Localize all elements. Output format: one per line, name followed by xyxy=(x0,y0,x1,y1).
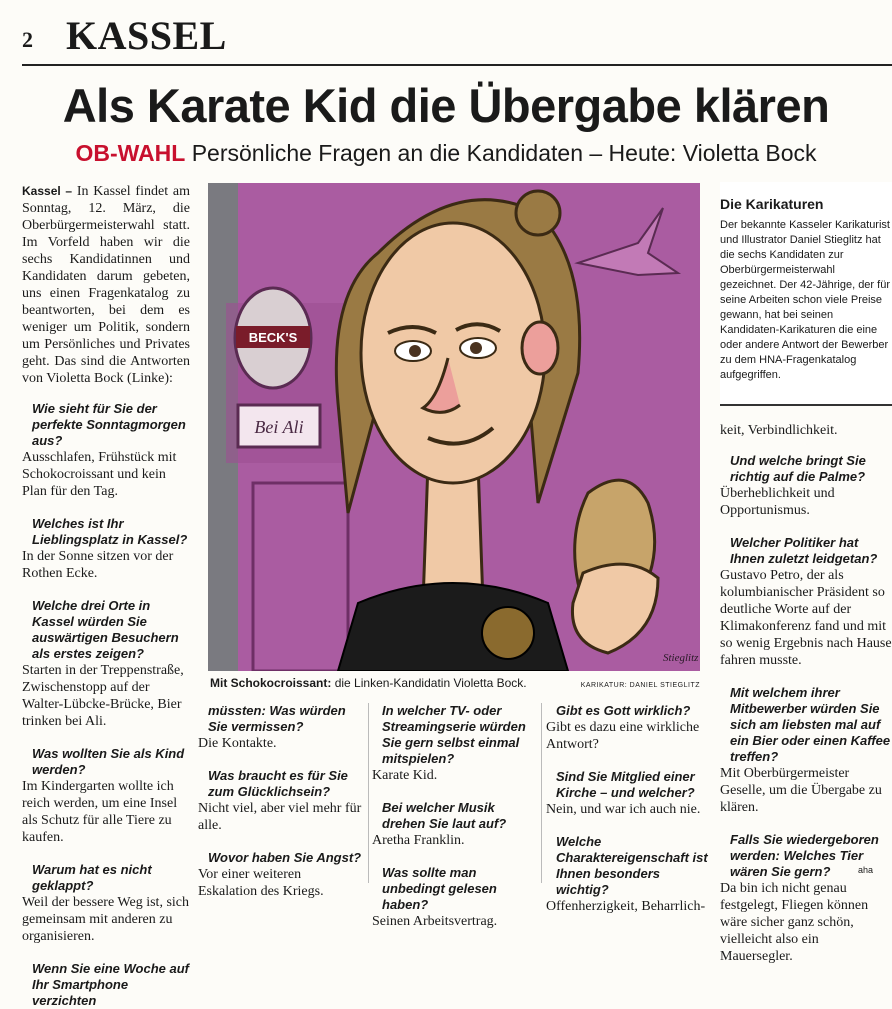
qa-list-col2 xyxy=(198,703,363,900)
masthead-rule xyxy=(22,64,892,66)
dateline: Kassel – xyxy=(22,184,73,198)
continued-text: keit, Verbindlichkeit. xyxy=(720,423,838,438)
question: Mit welchem ihrer Mitbewerber würden Sie sich am liebsten mal auf ein Bier oder einen Kaffee treffen? xyxy=(730,685,891,764)
caption-bold: Mit Schokocroissant: xyxy=(210,676,332,690)
question: Warum hat es nicht geklappt? xyxy=(32,862,152,893)
answer: Nicht viel, aber viel mehr für alle. xyxy=(198,801,362,833)
answer: Die Kontakte. xyxy=(198,736,277,751)
answer: Überheblichkeit und Opportunismus. xyxy=(720,486,835,518)
question: Wovor haben Sie Angst? xyxy=(208,850,362,865)
headline: Als Karate Kid die Übergabe klären xyxy=(62,79,830,132)
qa-list-col1 xyxy=(22,401,190,1009)
answer: Aretha Franklin. xyxy=(372,833,465,848)
question: Gibt es Gott wirklich? xyxy=(556,703,691,718)
page-number: 2 xyxy=(22,27,33,52)
question: Falls Sie wiedergeboren werden: Welches Tier wären Sie gern? xyxy=(730,832,879,879)
question: Welcher Politiker hat Ihnen zuletzt leidgetan? xyxy=(730,535,878,566)
answer: Mit Oberbürgermeister Geselle, um die Übergabe zu klären. xyxy=(720,766,882,815)
column-divider xyxy=(368,703,369,883)
question: Wenn Sie eine Woche auf Ihr Smartphone verzichten xyxy=(32,961,189,1008)
question: Was wollten Sie als Kind werden? xyxy=(32,746,185,777)
sidebar-text: Der bekannte Kasseler Karikaturist und Illustrator Daniel Stieglitz hat die sechs Kandidaten zur Oberbürgermeisterwahl gezeichnet. Der 42-Jährige, der für seine Arbeiten schon viele Preise gewann, hat bei seinen Kandidaten-Karikaturen die eine oder andere Antwort der Bewerber zu dem HNA-Fragenkatalog aufgegriffen. xyxy=(720,219,890,381)
question: Und welche bringt Sie richtig auf die Palme? xyxy=(730,453,866,484)
ear xyxy=(522,322,558,374)
answer: Nein, und war ich auch nie. xyxy=(546,802,701,817)
question: müssten: Was würden Sie vermissen? xyxy=(208,703,346,734)
article-column-3 xyxy=(372,703,537,946)
question: Sind Sie Mitglied einer Kirche – und welcher? xyxy=(556,769,695,800)
answer: Gibt es dazu eine wirkliche Antwort? xyxy=(546,720,700,752)
author-signature: aha xyxy=(858,865,874,875)
subheadline xyxy=(0,140,892,167)
article-column-4 xyxy=(546,703,711,931)
question: In welcher TV- oder Streamingserie würden Sie gern selbst einmal mitspielen? xyxy=(382,703,526,766)
caption-text: die Linken-Kandidatin Violetta Bock. xyxy=(334,676,527,690)
caricature-svg xyxy=(208,183,700,671)
article-column-1 xyxy=(22,183,190,1009)
answer: Seinen Arbeitsvertrag. xyxy=(372,914,498,929)
article-column-2 xyxy=(198,703,363,916)
shirt-logo-icon xyxy=(482,607,534,659)
sidebar-title: Die Karikaturen xyxy=(720,196,824,212)
answer: Da bin ich nicht genau festgelegt, Fliegen können wäre sicher ganz schön, vielleicht also ein Mauersegler. xyxy=(720,881,869,964)
answer: Starten in der Treppenstraße, Zwischenstopp auf der Walter-Lübcke-Brücke, Bier trinken bei Ali. xyxy=(22,663,184,729)
image-credit: KARIKATUR: DANIEL STIEGLITZ xyxy=(580,682,700,689)
qa-list-col4 xyxy=(546,703,711,915)
intro-text: In Kassel findet am Sonntag, 12. März, die Oberbürgermeisterwahl statt. Im Vorfeld haben wir die sechs Kandidatinnen und Kandidaten darum gebeten, uns einen Fragenkatalog zu beantworten, bei dem es weniger um Politik, sondern um Persönliches und Privates geht. Das sind die Antworten von Violetta Bock (Linke): xyxy=(22,184,191,386)
answer: Im Kindergarten wollte ich reich werden, um eine Insel als Schutz für alle Tiere zu kaufen. xyxy=(22,779,178,845)
answer: Offenherzigkeit, Beharrlich- xyxy=(546,899,706,914)
article-column-5 xyxy=(720,422,892,981)
section-title: KASSEL xyxy=(66,13,227,58)
answer: Ausschlafen, Frühstück mit Schokocroissant und kein Plan für den Tag. xyxy=(22,450,177,499)
answer: Gustavo Petro, der als kolumbianischer Präsident so deutliche Worte auf der Klimakonferenz fand und mit so wenig Ergebnis nach Hause fahren musste. xyxy=(720,568,892,668)
question: Wie sieht für Sie der perfekte Sonntagmorgen aus? xyxy=(32,401,186,448)
sign-bar-label: Bei Ali xyxy=(254,417,304,437)
question: Welches ist Ihr Lieblingsplatz in Kassel? xyxy=(32,516,188,547)
caricature-illustration xyxy=(208,183,700,671)
column-divider xyxy=(541,703,542,883)
question: Welche Charaktereigenschaft ist Ihnen besonders wichtig? xyxy=(556,834,708,897)
artist-signature: Stieglitz xyxy=(663,652,699,664)
qa-list-col5 xyxy=(720,453,892,965)
qa-list-col3 xyxy=(372,703,537,930)
answer: In der Sonne sitzen vor der Rothen Ecke. xyxy=(22,549,174,581)
sidebar-box xyxy=(720,182,892,406)
question: Was sollte man unbedingt gelesen haben? xyxy=(382,865,497,912)
answer: Karate Kid. xyxy=(372,768,438,783)
kicker: OB-WAHL xyxy=(75,140,186,166)
answer: Weil der bessere Weg ist, sich gemeinsam mit anderen zu organisieren. xyxy=(22,895,189,944)
answer: Vor einer weiteren Eskalation des Kriegs. xyxy=(198,867,324,899)
sign-beer-label: BECK'S xyxy=(248,330,298,345)
intro-paragraph xyxy=(22,183,190,387)
question: Bei welcher Musik drehen Sie laut auf? xyxy=(382,800,507,831)
subheadline-text: Persönliche Fragen an die Kandidaten – Heute: Violetta Bock xyxy=(191,140,817,166)
hair-bun xyxy=(516,191,560,235)
question: Welche drei Orte in Kassel würden Sie auswärtigen Besuchern als erstes zeigen? xyxy=(32,598,179,661)
question: Was braucht es für Sie zum Glücklichsein? xyxy=(208,768,348,799)
